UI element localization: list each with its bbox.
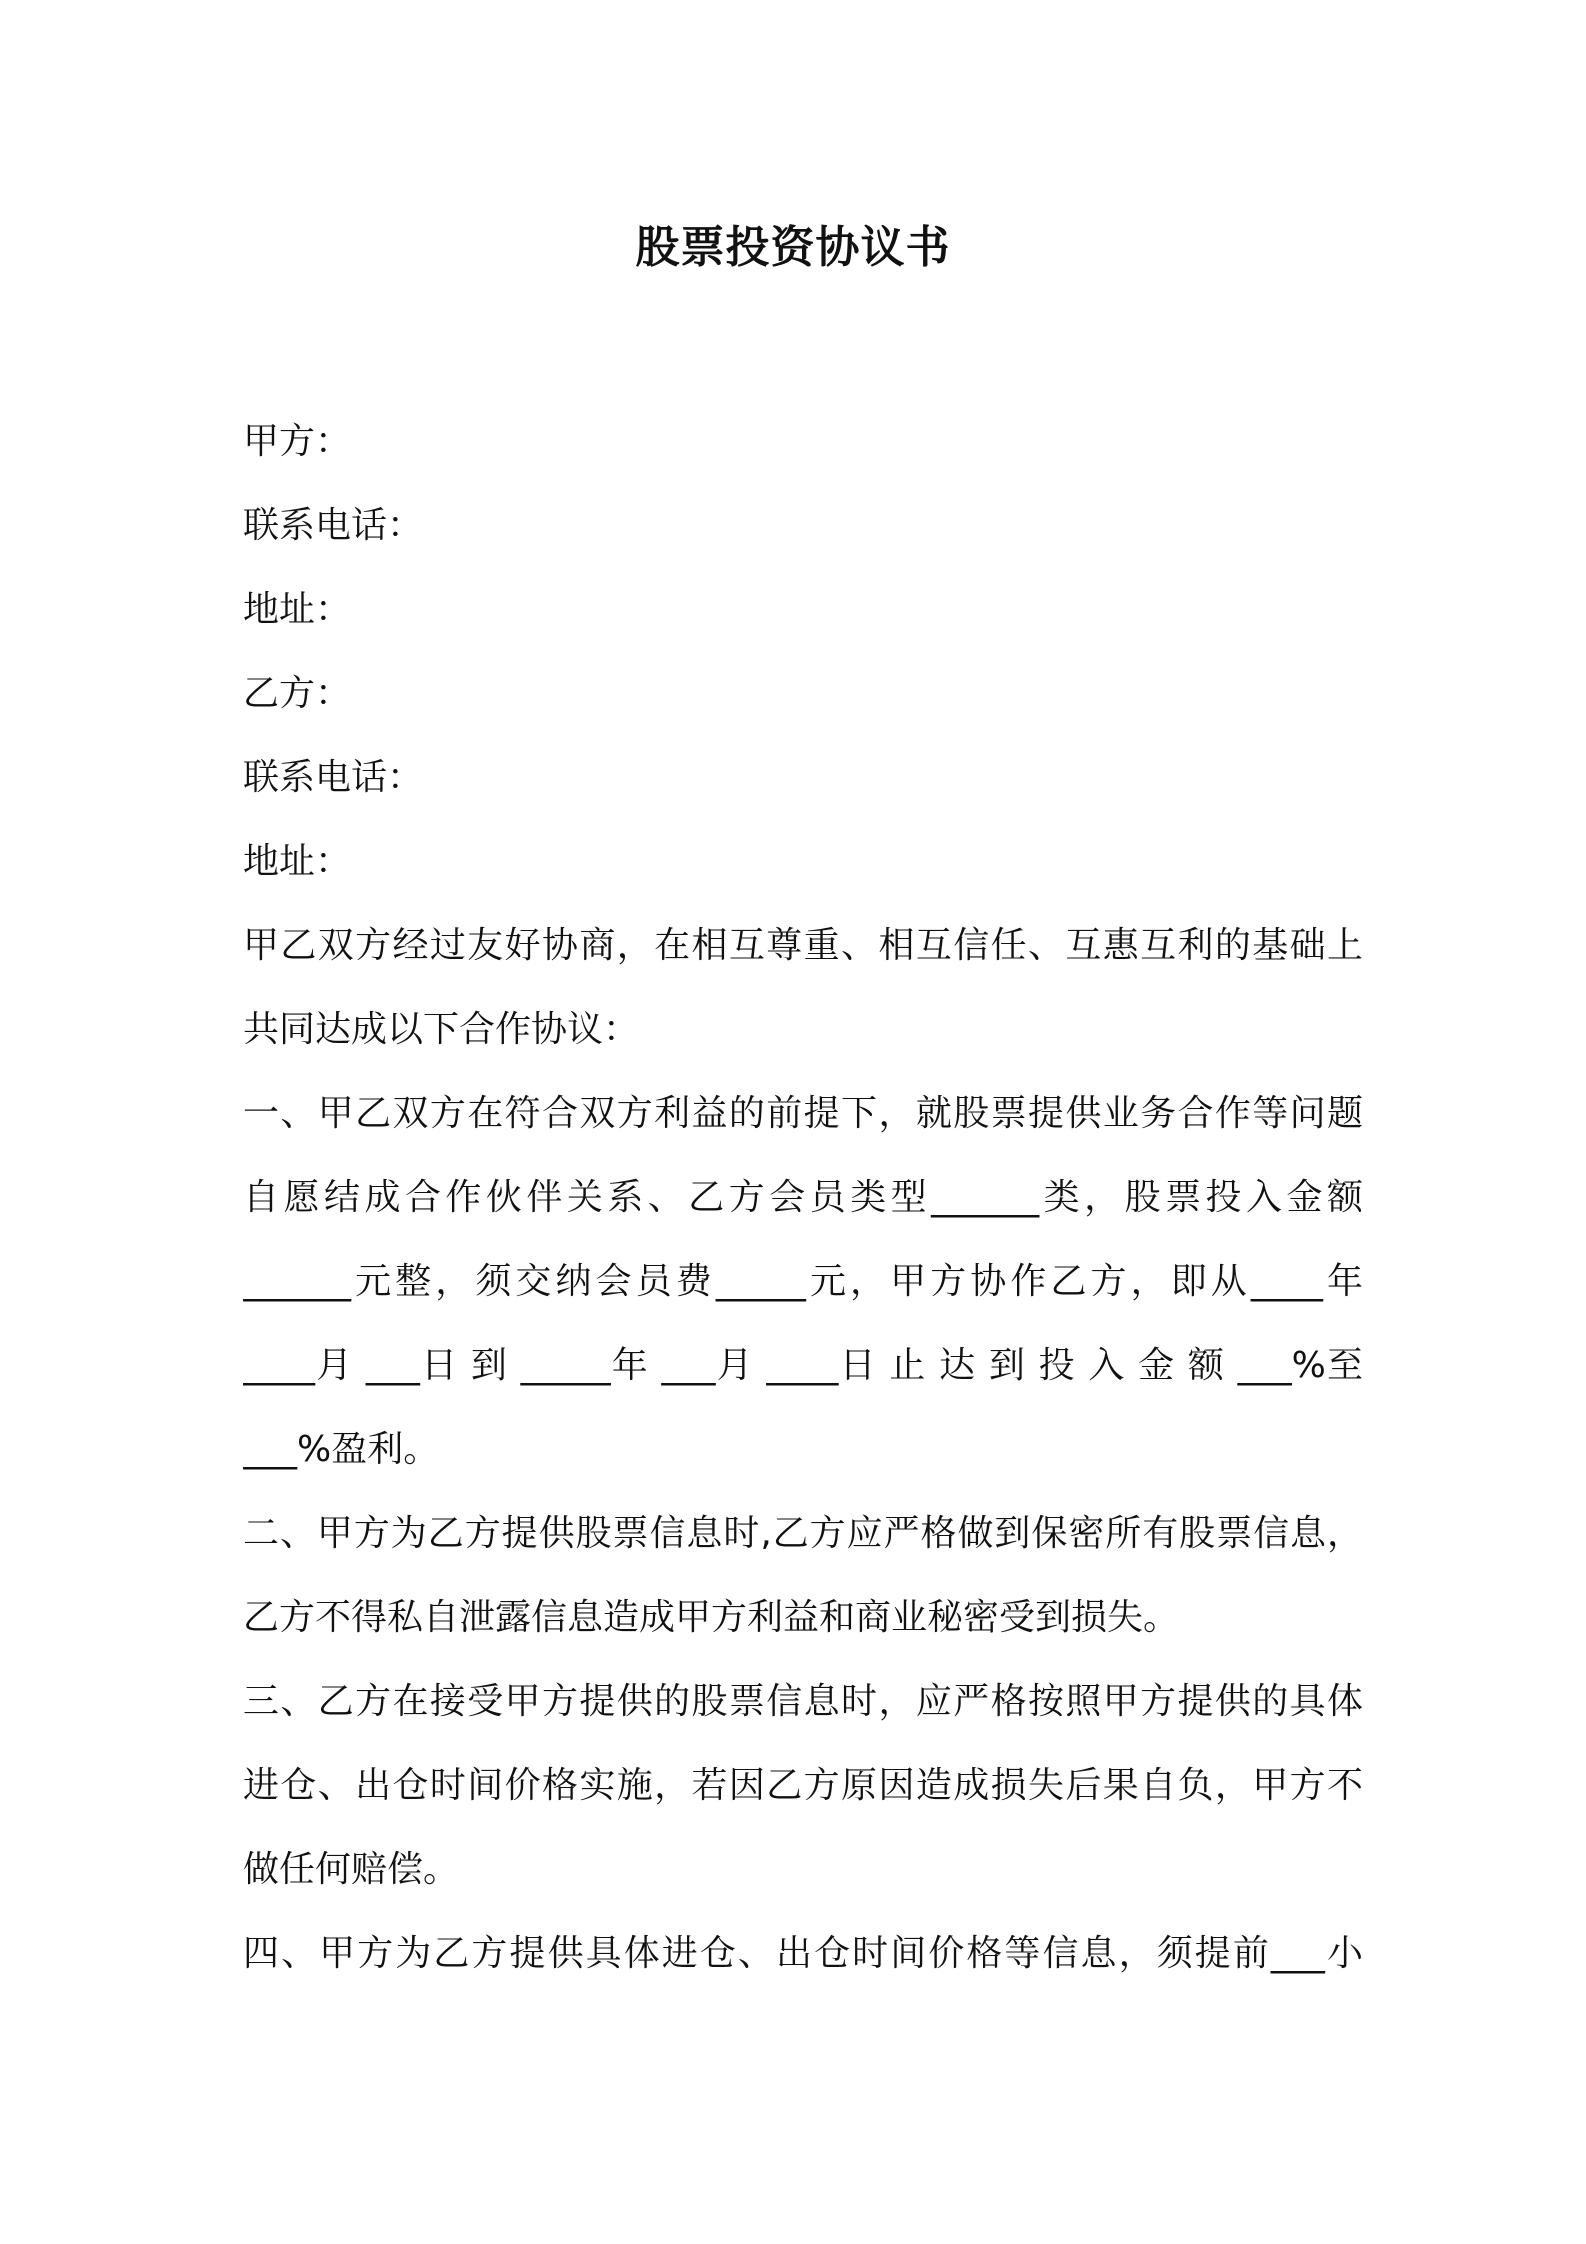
clause-1-line-4: ____月 ___日 到 _____年 ___月 ____日 止 达 到 投 入 金 额 ___%至 (243, 1345, 1363, 1386)
clause-3-line-2: 进仓、出仓时间价格实施，若因乙方原因造成损失后果自负，甲方不 (243, 1765, 1363, 1806)
clause-4-line-1: 四、甲方为乙方提供具体进仓、出仓时间价格等信息，须提前___小 (243, 1933, 1363, 1974)
clause-2-line-1: 二、甲方为乙方提供股票信息时,乙方应严格做到保密所有股票信息， (243, 1513, 1363, 1554)
document-body (243, 400, 1363, 1996)
party-a-label: 甲方： (243, 421, 352, 462)
clause-1-line-2: 自愿结成合作伙伴关系、乙方会员类型______类，股票投入金额 (243, 1177, 1363, 1218)
preamble-line-2: 共同达成以下合作协议： (243, 1009, 640, 1050)
clause-2-line-2: 乙方不得私自泄露信息造成甲方利益和商业秘密受到损失。 (243, 1597, 1180, 1638)
clause-3-line-1: 三、乙方在接受甲方提供的股票信息时，应严格按照甲方提供的具体 (243, 1681, 1363, 1722)
party-b-phone-label: 联系电话： (243, 757, 424, 798)
clause-3-line-3: 做任何赔偿。 (243, 1849, 460, 1890)
clause-1-line-5: ___%盈利。 (243, 1429, 440, 1470)
party-a-address-label: 地址： (243, 589, 352, 630)
party-b-label: 乙方： (243, 673, 352, 714)
clause-1-line-1: 一、甲乙双方在符合双方利益的前提下，就股票提供业务合作等问题 (243, 1093, 1363, 1134)
document-title: 股票投资协议书 (635, 222, 951, 273)
party-a-phone-label: 联系电话： (243, 505, 424, 546)
preamble-line-1: 甲乙双方经过友好协商，在相互尊重、相互信任、互惠互利的基础上 (243, 925, 1363, 966)
clause-1-line-3: ______元整，须交纳会员费_____元，甲方协作乙方，即从____年 (243, 1261, 1363, 1302)
party-b-address-label: 地址： (243, 841, 352, 882)
